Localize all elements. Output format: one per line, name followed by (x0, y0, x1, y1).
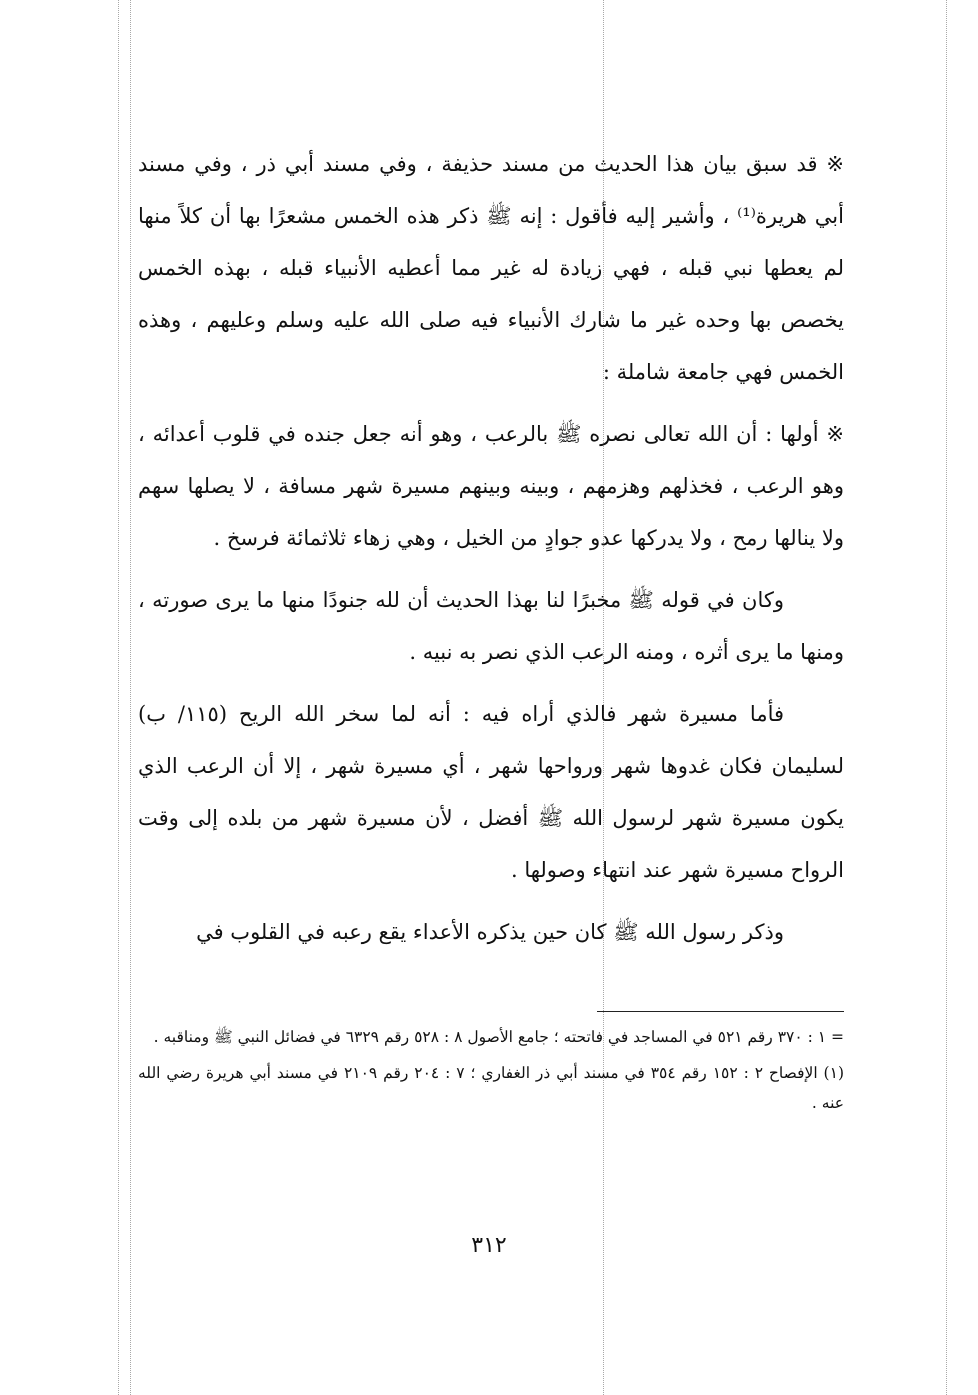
footnote-continuation: = ١ : ٣٧٠ رقم ٥٢١ في المساجد في فاتحته ؛ جامع الأصول ٨ : ٥٢٨ رقم ٦٣٢٩ في فضائل النبي ﷺ ومناقبه . (153, 1028, 844, 1046)
footnotes (138, 1022, 844, 1124)
scan-line-right (946, 0, 947, 1395)
paragraph-5: وذكر رسول الله ﷺ كان حين يذكره الأعداء يقع رعبه في القلوب في (196, 920, 784, 944)
footnote-1: (١) الإفصاح ٢ : ١٥٢ رقم ٣٥٤ في مسند أبي ذر الغفاري ؛ ٧ : ٢٠٤ رقم ٢١٠٩ في مسند أبي هريرة رضي الله عنه . (138, 1064, 844, 1112)
footnote-separator (597, 1011, 844, 1012)
paragraph-4: فأما مسيرة شهر فالذي أراه فيه : أنه لما سخر الله الريح (١١٥/ ب) لسليمان فكان غدوها شهر ورواحها شهر ، أي مسيرة شهر ، إلا أن الرعب الذي يكون مسيرة شهر لرسول الله ﷺ أفضل ، لأن مسيرة شهر من بلده إلى وقت الرواح مسيرة شهر عند انتهاء وصولها . (138, 702, 844, 882)
paragraph-1: ※ قد سبق بيان هذا الحديث من مسند حذيفة ، وفي مسند أبي ذر ، وفي مسند أبي هريرة⁽¹⁾ ، وأشير إليه فأقول : إنه ﷺ ذكر هذه الخمس مشعرًا بها أن كلاً منها لم يعطها نبي قبله ، فهي زيادة له غير مما أعطيه الأنبياء قبله ، بهذه الخمس يخصص بها وحده غير ما شارك الأنبياء فيه صلى الله عليه وسلم وعليهم ، وهذه الخمس فهي جامعة شاملة : (138, 152, 844, 384)
main-text (138, 138, 844, 968)
paragraph-3: وكان في قوله ﷺ مخبرًا لنا بهذا الحديث أن لله جنودًا منها ما يرى صورته ، ومنها ما يرى أثره ، ومنه الرعب الذي نصر به نبيه . (138, 588, 844, 664)
paragraph-2: ※ أولها : أن الله تعالى نصره ﷺ بالرعب ، وهو أنه جعل جنده في قلوب أعدائه ، وهو الرعب ، فخذلهم وهزمهم ، وبينه وبينهم مسيرة شهر مسافة ، لا يصلها سهم ولا ينالها رمح ، ولا يدركها عدو جوادٍ من الخيل ، وهي زهاء ثلاثمائة فرسخ . (138, 422, 844, 550)
page-number: ٣١٢ (471, 1233, 507, 1258)
scan-line-left (118, 0, 119, 1395)
scan-line-left-inner (130, 0, 131, 1395)
